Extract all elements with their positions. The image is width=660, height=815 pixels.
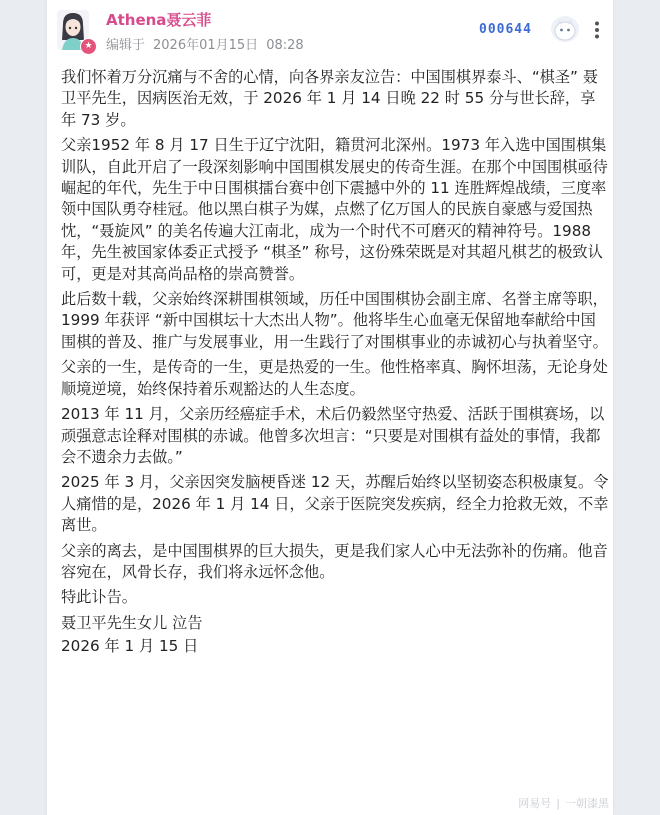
view-counter: 000644 bbox=[479, 22, 532, 37]
paragraph: 此后数十载，父亲始终深耕围棋领域，历任中国围棋协会副主席、名誉主席等职，1999 年获评 “新中国棋坛十大杰出人物”。他将毕生心血毫无保留地奉献给中国围棋的普及、推广与发展事业，用一生践行了对围棋事业的赤诚初心与执着坚守。 bbox=[61, 290, 608, 351]
paragraph: 父亲的一生，是传奇的一生，更是热爱的一生。他性格率真、胸怀坦荡，无论身处顺境逆境，始终保持着乐观豁达的人生态度。 bbox=[61, 358, 608, 398]
username[interactable]: Athena聂云菲 bbox=[106, 11, 212, 29]
mascot-icon bbox=[551, 16, 579, 42]
post-header bbox=[47, 0, 613, 60]
edit-time: 08:28 bbox=[266, 38, 304, 53]
paragraph: 2025 年 3 月，父亲因突发脑梗昏迷 12 天，苏醒后始终以坚韧姿态积极康复。令人痛惜的是，2026 年 1 月 14 日，父亲于医院突发疾病，经全力抢救无效，不幸离世。 bbox=[61, 473, 609, 535]
paragraph: 我们怀着万分沉痛与不舍的心情，向各界亲友泣告：中国围棋界泰斗、“棋圣” 聂卫平先生，因病医治无效，于 2026 年 1 月 14 日晚 22 时 55 分与世长辞，享年 73 岁。 bbox=[61, 68, 598, 129]
signature-from: 聂卫平先生女儿 泣告 bbox=[61, 613, 203, 632]
more-options-icon[interactable] bbox=[587, 20, 607, 40]
watermark-account: 一朝漆黑 bbox=[565, 797, 609, 810]
paragraph: 父亲1952 年 8 月 17 日生于辽宁沈阳，籍贯河北深州。1973 年入选中国围棋集训队，自此开启了一段深刻影响中国围棋发展史的传奇生涯。在那个中国围棋亟待崛起的年代，先生于中日围棋擂台赛中创下震撼中外的 11 连胜辉煌战绩，三度率领中国队勇夺桂冠。他以黑白棋子为媒，点燃了亿万国人的民族自豪感与爱国热忱，“聂旋风” 的美名传遍大江南北，成为一个时代不可磨灭的精神符号。1988 年，先生被国家体委正式授予 “棋圣” 称号，这份殊荣既是对其超凡棋艺的极致认可，更是对其高尚品格的崇高赞誉。 bbox=[61, 136, 608, 283]
signature-date: 2026 年 1 月 15 日 bbox=[61, 637, 199, 656]
watermark-divider: | bbox=[556, 797, 560, 810]
watermark-source: 网易号 bbox=[518, 797, 552, 810]
paragraph: 特此讣告。 bbox=[61, 588, 137, 607]
paragraph: 2013 年 11 月，父亲历经癌症手术，术后仍毅然坚守热爱、活跃于围棋赛场，以顽强意志诠释对围棋的赤诚。他曾多次坦言：“只要是对围棋有益处的事情，我都会不遗余力去做。” bbox=[61, 405, 605, 466]
post-body bbox=[61, 67, 609, 660]
edited-label: 编辑于 bbox=[106, 38, 146, 53]
source-watermark bbox=[518, 795, 609, 811]
post-card bbox=[47, 0, 613, 815]
edit-meta bbox=[106, 34, 312, 53]
edit-date: 2026年01月15日 bbox=[153, 38, 259, 53]
star-badge-icon: ★ bbox=[80, 38, 97, 55]
paragraph: 父亲的离去，是中国围棋界的巨大损失，更是我们家人心中无法弥补的伤痛。他音容宛在，风骨长存，我们将永远怀念他。 bbox=[61, 541, 608, 581]
